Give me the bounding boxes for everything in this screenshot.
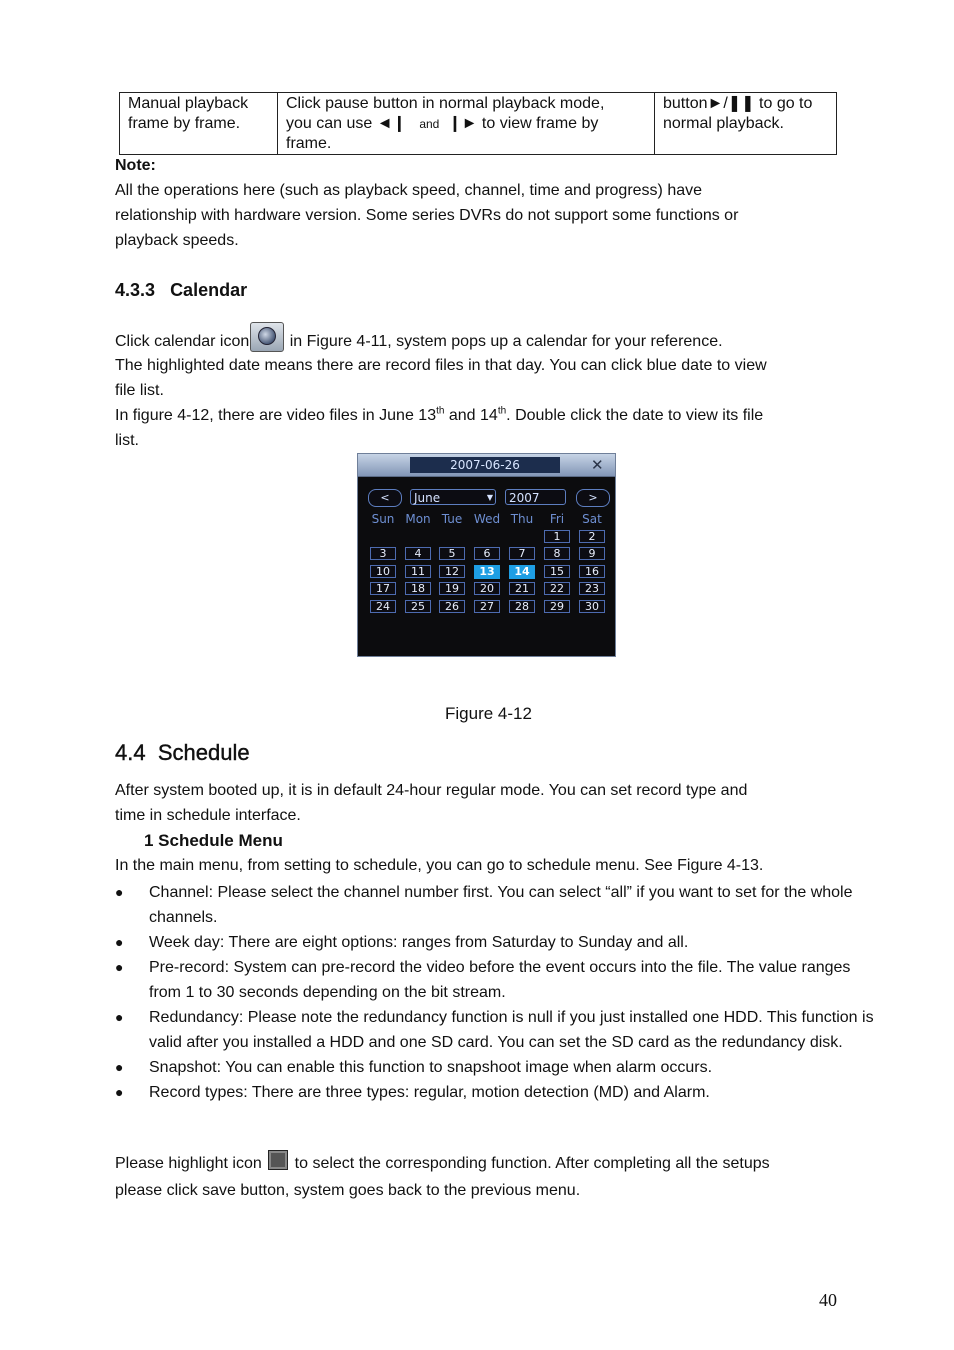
close-icon[interactable]: ✕: [591, 456, 604, 474]
calendar-day[interactable]: 12: [439, 565, 465, 578]
calendar-day[interactable]: 24: [370, 600, 396, 613]
list-item: ● Channel: Please select the channel number first. You can select “all” if you want to set for the whole channels.: [115, 880, 875, 930]
superscript: th: [436, 405, 445, 417]
para-text: in Figure 4-11, system pops up a calendar for your reference.: [285, 333, 723, 350]
section-title: Schedule: [157, 740, 250, 765]
note-line: playback speeds.: [115, 232, 239, 249]
calendar-day[interactable]: 28: [509, 600, 535, 613]
para-text: Click calendar icon: [115, 333, 250, 350]
list-item: ● Redundancy: Please note the redundancy function is null if you just installed one HDD. This function is valid after you installed a HDD and one SD card. You can set the SD card as the redundancy disk.: [115, 1005, 875, 1055]
next-month-button[interactable]: >: [576, 489, 610, 507]
calendar-day[interactable]: 25: [405, 600, 431, 613]
calendar-para-3: list.: [115, 432, 139, 449]
cell-text-line: [286, 114, 646, 134]
calendar-day[interactable]: 18: [405, 582, 431, 595]
cell-text: Manual playback frame by frame.: [128, 95, 249, 132]
section-heading-schedule: [115, 740, 250, 766]
calendar-dialog: [357, 453, 616, 657]
playback-table: [119, 92, 837, 155]
calendar-day-recorded[interactable]: 14: [509, 565, 535, 579]
para-text: to select the corresponding function. After completing all the setups: [290, 1155, 770, 1172]
calendar-day[interactable]: 21: [509, 582, 535, 595]
cell-text: Click pause button in normal playback mode,: [286, 95, 605, 112]
calendar-day[interactable]: 26: [439, 600, 465, 613]
calendar-day[interactable]: 23: [579, 582, 605, 595]
list-item: ● Record types: There are three types: regular, motion detection (MD) and Alarm.: [115, 1080, 875, 1105]
calendar-day[interactable]: 15: [544, 565, 570, 578]
schedule-closing: please click save button, system goes back to the previous menu.: [115, 1182, 581, 1199]
note-label: Note:: [115, 157, 156, 174]
calendar-day[interactable]: 27: [474, 600, 500, 613]
calendar-date-title: 2007-06-26: [410, 457, 560, 473]
note-line: All the operations here (such as playback speed, channel, time and progress) have: [115, 182, 703, 199]
calendar-day[interactable]: 8: [544, 547, 570, 560]
superscript: th: [497, 405, 507, 417]
schedule-intro: After system booted up, it is in default 24-hour regular mode. You can set record type and: [115, 782, 748, 799]
calendar-para-2: file list.: [115, 382, 164, 399]
weekday-label: Sat: [582, 512, 602, 526]
figure-caption: Figure 4-12: [445, 704, 532, 723]
weekday-label: Thu: [510, 512, 534, 526]
year-value: 2007: [509, 491, 540, 505]
weekday-label: Wed: [473, 512, 501, 526]
calendar-title-bar: [358, 454, 615, 477]
weekday-label: Sun: [371, 512, 395, 526]
schedule-closing: [115, 1150, 770, 1174]
year-field[interactable]: [505, 489, 566, 505]
calendar-day[interactable]: 22: [544, 582, 570, 595]
schedule-bullet-list: [115, 880, 875, 1105]
list-item: ● Week day: There are eight options: ranges from Saturday to Sunday and all.: [115, 930, 875, 955]
list-item: ● Pre-record: System can pre-record the video before the event occurs into the file. The value ranges from 1 to 30 seconds depending on the bit stream.: [115, 955, 875, 1005]
calendar-day[interactable]: 20: [474, 582, 500, 595]
schedule-intro: time in schedule interface.: [115, 807, 301, 824]
para-text: . Double click the date to view its file: [506, 407, 764, 424]
calendar-day[interactable]: 3: [370, 547, 396, 560]
cell-text: and: [419, 117, 440, 131]
prev-month-button[interactable]: <: [368, 489, 402, 507]
cell-text: normal playback.: [663, 115, 784, 132]
section-title: Calendar: [170, 280, 248, 300]
para-text: and 14: [444, 407, 498, 424]
section-number: 4.4: [115, 740, 146, 765]
calendar-day[interactable]: 7: [509, 547, 535, 560]
calendar-para-2: The highlighted date means there are record files in that day. You can click blue date to view: [115, 357, 767, 374]
note-line: relationship with hardware version. Some series DVRs do not support some functions or: [115, 207, 739, 224]
schedule-lead: In the main menu, from setting to schedule, you can go to schedule menu. See Figure 4-13.: [115, 857, 764, 874]
calendar-day[interactable]: 17: [370, 582, 396, 595]
para-text: In figure 4-12, there are video files in June 13: [115, 407, 437, 424]
calendar-para-1: [115, 322, 723, 352]
page-number: 40: [819, 1290, 837, 1310]
month-select[interactable]: [410, 489, 496, 505]
weekday-label: Tue: [441, 512, 463, 526]
calendar-day[interactable]: 11: [405, 565, 431, 578]
cell-text: frame.: [286, 135, 332, 152]
month-value: June: [414, 491, 441, 505]
calendar-day[interactable]: 1: [544, 530, 570, 543]
calendar-para-3: [115, 406, 763, 426]
para-text: Please highlight icon: [115, 1155, 267, 1172]
calendar-day[interactable]: 16: [579, 565, 605, 578]
cell-text: button►/❚❚ to go to: [663, 95, 813, 112]
calendar-day[interactable]: 5: [439, 547, 465, 560]
table-cell-description: [278, 93, 655, 155]
table-row: [120, 93, 837, 155]
calendar-day[interactable]: 9: [579, 547, 605, 560]
schedule-subheading: 1 Schedule Menu: [144, 831, 283, 850]
table-cell-note: [655, 93, 837, 155]
section-heading-calendar: [115, 280, 247, 301]
calendar-day[interactable]: 30: [579, 600, 605, 613]
calendar-day[interactable]: 2: [579, 530, 605, 543]
calendar-day[interactable]: 6: [474, 547, 500, 560]
chevron-down-icon: ▼: [486, 493, 493, 502]
table-cell-function: [120, 93, 278, 155]
square-select-icon: [268, 1150, 288, 1170]
weekday-label: Fri: [549, 512, 565, 526]
calendar-day-recorded[interactable]: 13: [474, 565, 500, 579]
calendar-day[interactable]: 4: [405, 547, 431, 560]
weekday-label: Mon: [405, 512, 431, 526]
calendar-day[interactable]: 29: [544, 600, 570, 613]
list-item: ● Snapshot: You can enable this function to snapshoot image when alarm occurs.: [115, 1055, 875, 1080]
calendar-icon: [250, 322, 284, 352]
cell-text: ❙► to view frame by: [448, 115, 599, 132]
calendar-day[interactable]: 10: [370, 565, 396, 578]
cell-text: you can use ◄❙: [286, 115, 406, 132]
section-number: 4.3.3: [115, 280, 156, 300]
calendar-day[interactable]: 19: [439, 582, 465, 595]
